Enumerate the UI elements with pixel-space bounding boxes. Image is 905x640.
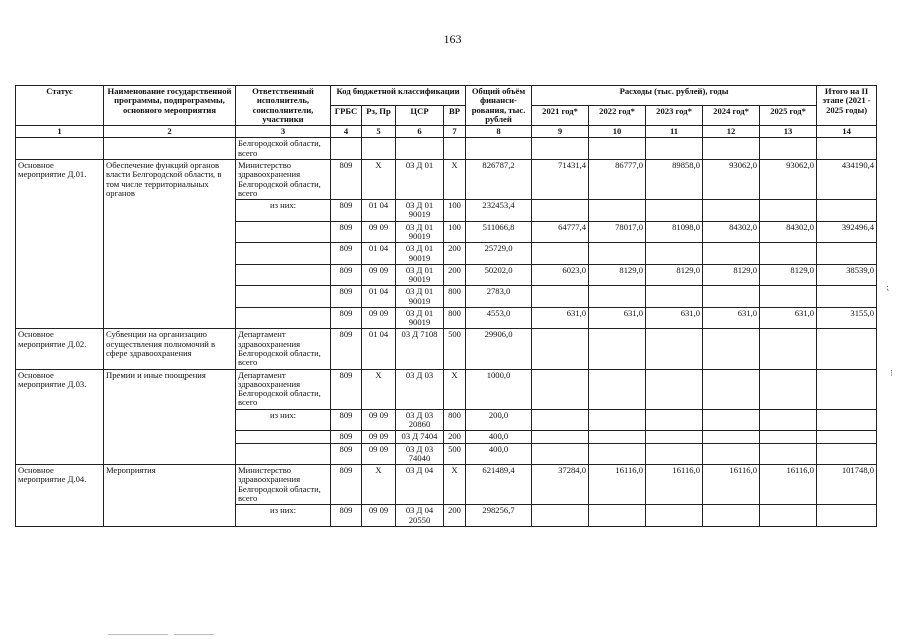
header-expenses: Расходы (тыс. рублей), годы — [532, 86, 817, 106]
year-2022-cell — [589, 431, 646, 443]
year-2024-cell: 84302,0 — [703, 221, 760, 243]
grbs-cell: 809 — [331, 307, 362, 329]
year-2025-cell — [760, 409, 817, 431]
year-2024-cell — [703, 286, 760, 308]
executor-cell: Департамент здравоохранения Белгородской области, всего — [236, 329, 331, 369]
executor-cell — [236, 264, 331, 286]
vr-cell: 200 — [444, 243, 466, 265]
year-2023-cell: 81098,0 — [646, 221, 703, 243]
year-2021-cell — [532, 431, 589, 443]
header-name: Наименование государственной программы, подпрограммы, основного мероприятия — [104, 86, 236, 126]
year-2024-cell: 631,0 — [703, 307, 760, 329]
column-number: 4 — [331, 126, 362, 138]
name-cell: Обеспечение функций органов власти Белгородской области, в том числе территориальных органов — [104, 159, 236, 329]
header-status: Статус — [16, 86, 104, 126]
year-2022-cell — [589, 243, 646, 265]
column-number: 3 — [236, 126, 331, 138]
year-2025-cell — [760, 443, 817, 465]
executor-cell: из них: — [236, 200, 331, 222]
column-number-row — [16, 126, 877, 138]
year-2021-cell — [532, 443, 589, 465]
year-2021-cell: 631,0 — [532, 307, 589, 329]
year-2025-cell — [760, 431, 817, 443]
rz-pr-cell: 09 09 — [362, 409, 396, 431]
year-2023-cell: 16116,0 — [646, 465, 703, 505]
rz-pr-cell: 09 09 — [362, 221, 396, 243]
header-2024: 2024 год* — [703, 106, 760, 126]
csr-cell: 03 Д 01 90019 — [396, 307, 444, 329]
grbs-cell: 809 — [331, 243, 362, 265]
header-2021: 2021 год* — [532, 106, 589, 126]
header-executor: Ответственный исполнитель, соисполнители, участники — [236, 86, 331, 126]
vr-cell: 800 — [444, 286, 466, 308]
year-2025-cell: 631,0 — [760, 307, 817, 329]
total-funding-cell: 2783,0 — [466, 286, 532, 308]
csr-cell: 03 Д 03 — [396, 369, 444, 409]
year-2023-cell: 89858,0 — [646, 159, 703, 199]
header-vr: ВР — [444, 106, 466, 126]
total-funding-cell: 400,0 — [466, 431, 532, 443]
table-row — [16, 465, 877, 505]
vr-cell: Х — [444, 369, 466, 409]
header-2025: 2025 год* — [760, 106, 817, 126]
year-2023-cell — [646, 200, 703, 222]
total-funding-cell: 1000,0 — [466, 369, 532, 409]
year-2023-cell — [646, 505, 703, 527]
year-2022-cell: 78017,0 — [589, 221, 646, 243]
itogo-cell: 392496,4 — [817, 221, 877, 243]
budget-table-body — [16, 138, 877, 526]
total-funding-cell: 200,0 — [466, 409, 532, 431]
year-2022-cell: 631,0 — [589, 307, 646, 329]
vr-cell: 200 — [444, 264, 466, 286]
itogo-cell — [817, 431, 877, 443]
year-2025-cell — [760, 505, 817, 527]
grbs-cell: 809 — [331, 221, 362, 243]
itogo-cell: 101748,0 — [817, 465, 877, 505]
vr-cell: Х — [444, 465, 466, 505]
itogo-cell — [817, 329, 877, 369]
year-2023-cell: 8129,0 — [646, 264, 703, 286]
total-funding-cell: 25729,0 — [466, 243, 532, 265]
total-funding-cell: 29906,0 — [466, 329, 532, 369]
carryover-executor: Белгородской области, всего — [236, 138, 331, 160]
column-number: 2 — [104, 126, 236, 138]
year-2022-cell — [589, 505, 646, 527]
itogo-cell — [817, 286, 877, 308]
year-2025-cell — [760, 243, 817, 265]
year-2024-cell: 93062,0 — [703, 159, 760, 199]
header-2022: 2022 год* — [589, 106, 646, 126]
year-2025-cell: 93062,0 — [760, 159, 817, 199]
year-2022-cell: 16116,0 — [589, 465, 646, 505]
rz-pr-cell: 09 09 — [362, 431, 396, 443]
itogo-cell — [817, 505, 877, 527]
year-2024-cell — [703, 409, 760, 431]
table-row — [16, 329, 877, 369]
vr-cell: 500 — [444, 443, 466, 465]
grbs-cell: 809 — [331, 369, 362, 409]
itogo-cell: 38539,0 — [817, 264, 877, 286]
column-number: 7 — [444, 126, 466, 138]
scan-mark: ⁏ — [886, 282, 890, 292]
year-2024-cell — [703, 329, 760, 369]
status-cell: Основное мероприятие Д.04. — [16, 465, 104, 527]
grbs-cell: 809 — [331, 431, 362, 443]
year-2022-cell — [589, 409, 646, 431]
year-2024-cell: 16116,0 — [703, 465, 760, 505]
name-cell: Субвенции на организацию осуществления полномочий в сфере здравоохранения — [104, 329, 236, 369]
year-2024-cell — [703, 443, 760, 465]
column-number: 12 — [703, 126, 760, 138]
rz-pr-cell: Х — [362, 159, 396, 199]
total-funding-cell: 4553,0 — [466, 307, 532, 329]
executor-cell — [236, 221, 331, 243]
column-number: 10 — [589, 126, 646, 138]
executor-cell: из них: — [236, 409, 331, 431]
executor-cell — [236, 286, 331, 308]
header-2023: 2023 год* — [646, 106, 703, 126]
csr-cell: 03 Д 7404 — [396, 431, 444, 443]
csr-cell: 03 Д 03 20860 — [396, 409, 444, 431]
name-cell: Премии и иные поощрения — [104, 369, 236, 465]
year-2022-cell — [589, 369, 646, 409]
csr-cell: 03 Д 04 20550 — [396, 505, 444, 527]
rz-pr-cell: Х — [362, 369, 396, 409]
year-2022-cell: 86777,0 — [589, 159, 646, 199]
carryover-row — [16, 138, 877, 160]
year-2023-cell — [646, 243, 703, 265]
year-2025-cell — [760, 286, 817, 308]
executor-cell: Департамент здравоохранения Белгородской области, всего — [236, 369, 331, 409]
executor-cell — [236, 243, 331, 265]
year-2023-cell — [646, 369, 703, 409]
csr-cell: 03 Д 01 90019 — [396, 200, 444, 222]
rz-pr-cell: Х — [362, 465, 396, 505]
grbs-cell: 809 — [331, 264, 362, 286]
header-itogo: Итого на II этапе (2021 - 2025 годы) — [817, 86, 877, 126]
year-2021-cell: 64777,4 — [532, 221, 589, 243]
year-2024-cell — [703, 431, 760, 443]
itogo-cell: 434190,4 — [817, 159, 877, 199]
executor-cell — [236, 431, 331, 443]
scan-mark: ⁝ — [890, 368, 893, 378]
rz-pr-cell: 01 04 — [362, 329, 396, 369]
rz-pr-cell: 01 04 — [362, 243, 396, 265]
column-number: 6 — [396, 126, 444, 138]
rz-pr-cell: 09 09 — [362, 307, 396, 329]
year-2021-cell — [532, 369, 589, 409]
rz-pr-cell: 01 04 — [362, 200, 396, 222]
vr-cell: 800 — [444, 409, 466, 431]
grbs-cell: 809 — [331, 329, 362, 369]
header-rz-pr: Рз, Пр — [362, 106, 396, 126]
year-2022-cell: 8129,0 — [589, 264, 646, 286]
year-2021-cell — [532, 409, 589, 431]
grbs-cell: 809 — [331, 286, 362, 308]
vr-cell: 100 — [444, 200, 466, 222]
bottom-edge-line — [108, 634, 168, 635]
year-2025-cell: 16116,0 — [760, 465, 817, 505]
header-csr: ЦСР — [396, 106, 444, 126]
total-funding-cell: 511066,8 — [466, 221, 532, 243]
year-2025-cell — [760, 329, 817, 369]
year-2023-cell: 631,0 — [646, 307, 703, 329]
year-2024-cell — [703, 505, 760, 527]
year-2022-cell — [589, 200, 646, 222]
total-funding-cell: 400,0 — [466, 443, 532, 465]
rz-pr-cell: 09 09 — [362, 443, 396, 465]
year-2023-cell — [646, 443, 703, 465]
vr-cell: 500 — [444, 329, 466, 369]
table-row — [16, 369, 877, 409]
page-number: 163 — [443, 32, 462, 46]
year-2021-cell — [532, 200, 589, 222]
grbs-cell: 809 — [331, 465, 362, 505]
rz-pr-cell: 09 09 — [362, 264, 396, 286]
total-funding-cell: 298256,7 — [466, 505, 532, 527]
year-2021-cell: 37284,0 — [532, 465, 589, 505]
year-2023-cell — [646, 329, 703, 369]
year-2025-cell — [760, 369, 817, 409]
csr-cell: 03 Д 01 90019 — [396, 243, 444, 265]
rz-pr-cell: 01 04 — [362, 286, 396, 308]
csr-cell: 03 Д 01 90019 — [396, 221, 444, 243]
total-funding-cell: 621489,4 — [466, 465, 532, 505]
grbs-cell: 809 — [331, 200, 362, 222]
status-cell: Основное мероприятие Д.01. — [16, 159, 104, 329]
total-funding-cell: 50202,0 — [466, 264, 532, 286]
column-number: 9 — [532, 126, 589, 138]
status-cell: Основное мероприятие Д.03. — [16, 369, 104, 465]
header-budget-code: Код бюджетной классификации — [331, 86, 466, 106]
vr-cell: 100 — [444, 221, 466, 243]
csr-cell: 03 Д 01 — [396, 159, 444, 199]
vr-cell: 200 — [444, 505, 466, 527]
itogo-cell — [817, 200, 877, 222]
itogo-cell — [817, 443, 877, 465]
status-cell: Основное мероприятие Д.02. — [16, 329, 104, 369]
vr-cell: 800 — [444, 307, 466, 329]
header-total-funding: Общий объём финанси-рования, тыс. рублей — [466, 86, 532, 126]
year-2025-cell: 8129,0 — [760, 264, 817, 286]
total-funding-cell: 826787,2 — [466, 159, 532, 199]
year-2025-cell — [760, 200, 817, 222]
total-funding-cell: 232453,4 — [466, 200, 532, 222]
executor-cell: Министерство здравоохранения Белгородской области, всего — [236, 159, 331, 199]
vr-cell: Х — [444, 159, 466, 199]
year-2023-cell — [646, 286, 703, 308]
grbs-cell: 809 — [331, 159, 362, 199]
csr-cell: 03 Д 7108 — [396, 329, 444, 369]
year-2021-cell — [532, 505, 589, 527]
year-2021-cell: 71431,4 — [532, 159, 589, 199]
year-2023-cell — [646, 431, 703, 443]
year-2022-cell — [589, 443, 646, 465]
itogo-cell — [817, 369, 877, 409]
year-2023-cell — [646, 409, 703, 431]
csr-cell: 03 Д 01 90019 — [396, 264, 444, 286]
year-2021-cell: 6023,0 — [532, 264, 589, 286]
year-2021-cell — [532, 243, 589, 265]
executor-cell — [236, 307, 331, 329]
year-2022-cell — [589, 286, 646, 308]
bottom-edge-line — [174, 634, 214, 635]
column-number: 11 — [646, 126, 703, 138]
vr-cell: 200 — [444, 431, 466, 443]
name-cell: Мероприятия — [104, 465, 236, 527]
grbs-cell: 809 — [331, 443, 362, 465]
executor-cell: из них: — [236, 505, 331, 527]
grbs-cell: 809 — [331, 409, 362, 431]
budget-table — [15, 85, 877, 527]
itogo-cell — [817, 243, 877, 265]
year-2024-cell — [703, 369, 760, 409]
csr-cell: 03 Д 03 74040 — [396, 443, 444, 465]
executor-cell — [236, 443, 331, 465]
rz-pr-cell: 09 09 — [362, 505, 396, 527]
column-number: 13 — [760, 126, 817, 138]
column-number: 1 — [16, 126, 104, 138]
executor-cell: Министерство здравоохранения Белгородской области, всего — [236, 465, 331, 505]
year-2022-cell — [589, 329, 646, 369]
column-number: 5 — [362, 126, 396, 138]
column-number: 8 — [466, 126, 532, 138]
table-row — [16, 159, 877, 199]
itogo-cell: 3155,0 — [817, 307, 877, 329]
itogo-cell — [817, 409, 877, 431]
year-2021-cell — [532, 329, 589, 369]
year-2024-cell: 8129,0 — [703, 264, 760, 286]
column-number: 14 — [817, 126, 877, 138]
csr-cell: 03 Д 04 — [396, 465, 444, 505]
year-2024-cell — [703, 243, 760, 265]
year-2024-cell — [703, 200, 760, 222]
csr-cell: 03 Д 01 90019 — [396, 286, 444, 308]
year-2025-cell: 84302,0 — [760, 221, 817, 243]
grbs-cell: 809 — [331, 505, 362, 527]
header-grbs: ГРБС — [331, 106, 362, 126]
year-2021-cell — [532, 286, 589, 308]
